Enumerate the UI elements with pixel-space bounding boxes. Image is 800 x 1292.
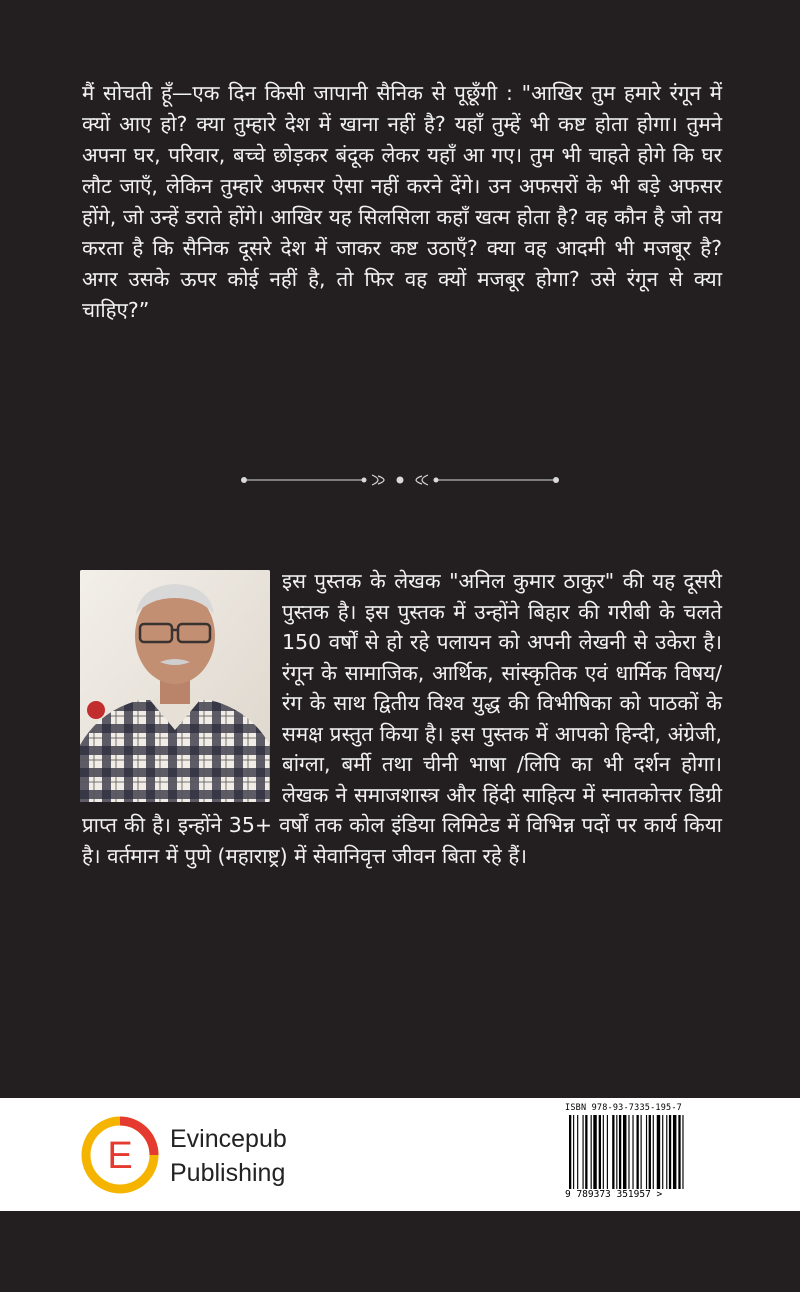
barcode-bar: [673, 1115, 676, 1189]
barcode-bar: [607, 1115, 608, 1189]
ornamental-divider: [238, 470, 562, 490]
barcode-bar: [616, 1115, 617, 1189]
barcode-bar: [583, 1115, 584, 1189]
barcode-bar: [666, 1115, 667, 1189]
barcode-bar: [593, 1115, 596, 1189]
barcode-bar: [612, 1115, 614, 1189]
barcode-bar: [669, 1115, 671, 1189]
barcode-digits: 9 789373 351957 >: [565, 1189, 663, 1200]
barcode-bar: [632, 1115, 633, 1189]
barcode-bar: [649, 1115, 651, 1189]
quote-text: मैं सोचती हूँ—एक दिन किसी जापानी सैनिक से पूछूँगी : "आखिर तुम हमारे रंगून में क्यों आए हो? क्या तुम्हारे देश में खाना नहीं है? यहाँ तुम्हें भी कष्ट होता होगा। तुमने अपना घर, परिवार, बच्चे छोड़कर बंदूक लेकर यहाँ आ गए। तुम भी चाहते होगे कि घर लौट जाएँ, लेकिन तुम्हारे अफसर ऐसा नहीं करने देंगे। उन अफसरों के भी बड़े अफसर होंगे, जो उन्हें डराते होंगे। आखिर यह सिलसिला कहाँ खत्म होता है? वह कौन है जो तय करता है कि सैनिक दूसरे देश में जाकर कष्ट उठाएँ? क्या वह आदमी भी मजबूर है? अगर उसके ऊपर कोई नहीं है, तो फिर वह क्यों मजबूर होगा? उसे रंगून से क्या चाहिए?”: [82, 81, 722, 322]
evincepub-logo-icon: [80, 1115, 160, 1195]
barcode-bars: [565, 1115, 723, 1189]
barcode-bar: [662, 1115, 663, 1189]
barcode-bar: [682, 1115, 683, 1189]
barcode-bar: [641, 1115, 642, 1189]
barcode-bar: [573, 1115, 574, 1189]
barcode-bar: [603, 1115, 604, 1189]
bio-text: इस पुस्तक के लेखक "अनिल कुमार ठाकुर" की यह दूसरी पुस्तक है। इस पुस्तक में उन्होंने बिहार की गरीबी के चलते 150 वर्षों से हो रहे पलायन को अपनी लेखनी से उकेरा है। रंगून के सामाजिक, आर्थिक, सांस्कृतिक एवं धार्मिक विषय/रंग के साथ द्वितीय विश्व युद्ध की विभीषिका को पाठकों के समक्ष प्रस्तुत किया है। इस पुस्तक में आपको हिन्दी, अंग्रेजी, बांग्ला, बर्मी तथा चीनी भाषा /लिपि का भी दर्शन होगा। लेखक ने समाजशास्त्र और हिंदी साहित्य में स्नातकोत्तर डिग्री प्राप्त की है। इन्होंने 35+ वर्षों तक कोल इंडिया लिमिटेड में विभिन्न पदों पर कार्य किया है। वर्तमान में पुणे (महाराष्ट्र) में सेवानिवृत्त जीवन बिता रहे हैं।: [82, 569, 722, 868]
barcode-bar: [569, 1115, 571, 1189]
barcode-bar: [585, 1115, 587, 1189]
publisher-name: Evincepub: [170, 1125, 287, 1153]
isbn-barcode: [565, 1103, 723, 1203]
barcode-bar: [599, 1115, 601, 1189]
barcode-bar: [577, 1115, 578, 1189]
barcode-bar: [646, 1115, 647, 1189]
barcode-bar: [678, 1115, 680, 1189]
quote-passage: [82, 78, 722, 326]
barcode-bar: [628, 1115, 629, 1189]
barcode-bar: [619, 1115, 621, 1189]
barcode-bar: [653, 1115, 654, 1189]
barcode-bar: [637, 1115, 639, 1189]
barcode-bar: [591, 1115, 592, 1189]
barcode-bar: [657, 1115, 660, 1189]
isbn-label: ISBN 978-93-7335-195-7: [565, 1103, 682, 1113]
logo-letter: E: [107, 1135, 133, 1177]
publisher-subtitle: Publishing: [170, 1159, 286, 1187]
barcode-bar: [623, 1115, 626, 1189]
author-bio: [82, 566, 722, 871]
